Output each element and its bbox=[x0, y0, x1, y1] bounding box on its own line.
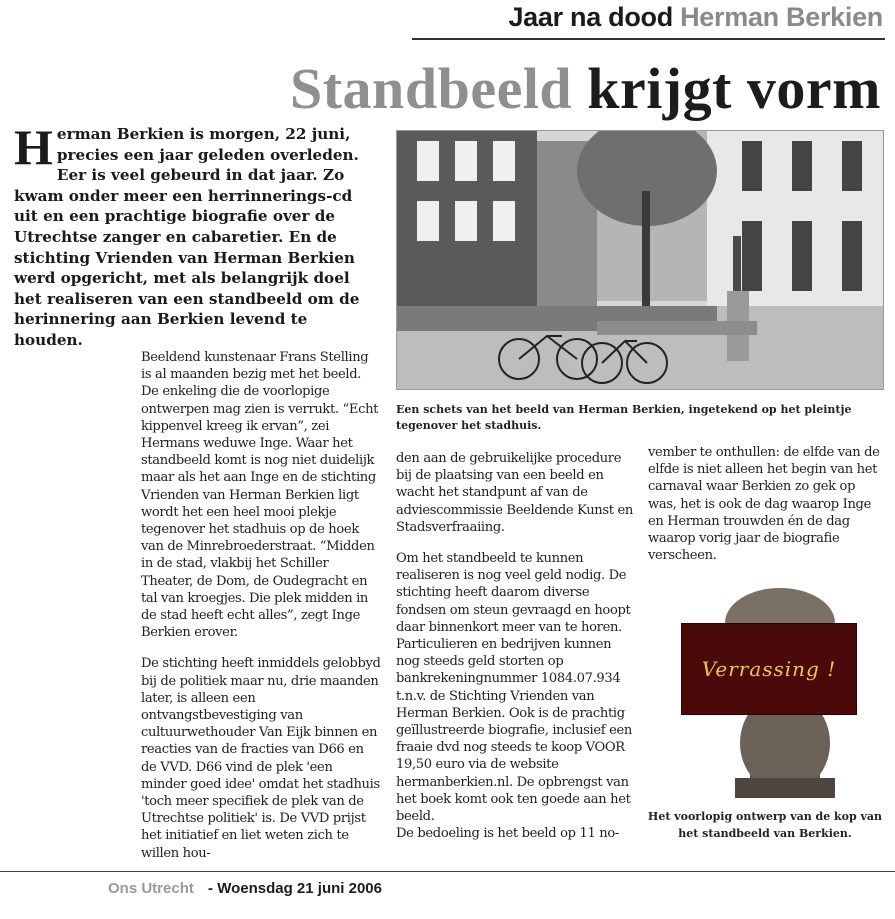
paragraph: De stichting heeft inmiddels gelobbyd bij de politiek maar nu, drie maanden later, is alleen een ontvangstbevestiging van cultuurwethouder Van Eijk binnen en reacties van de fracties van D66 en de VVD. D66 vind de plek 'een minder goed idee' omdat het stadhuis 'toch meer specifiek de plek van de Utrechtse politiek' is. De VVD prijst het initiatief en liet weten zich te willen hou- bbox=[141, 656, 381, 861]
headline-part1: Standbeeld bbox=[289, 56, 573, 121]
street-photo bbox=[396, 130, 884, 390]
headline bbox=[290, 55, 881, 122]
body-column-3 bbox=[648, 444, 884, 578]
paragraph: De bedoeling is het beeld op 11 no- bbox=[396, 826, 619, 842]
kicker-name: Herman Berkien bbox=[680, 2, 883, 32]
top-rule bbox=[412, 38, 885, 40]
kicker-lead: Jaar na dood bbox=[508, 2, 673, 32]
kicker bbox=[508, 2, 883, 33]
surprise-label: Verrassing ! bbox=[701, 657, 837, 681]
street-photo-image bbox=[397, 131, 883, 389]
dropcap: H bbox=[14, 119, 53, 175]
photo-caption: Een schets van het beeld van Herman Berkien, ingetekend op het pleintje tegenover het stadhuis. bbox=[396, 403, 852, 432]
body-column-1 bbox=[141, 349, 381, 876]
headline-part2: krijgt vorm bbox=[587, 56, 881, 121]
footer-rule bbox=[0, 871, 895, 872]
surprise-overlay bbox=[681, 623, 857, 715]
paragraph: Om het standbeeld te kunnen realiseren is nog veel geld nodig. De stichting heeft daarom diverse fondsen om steun gevraagd en hoopt daar binnenkort meer van te horen. Particulieren en bedrijven kunnen nog steeds geld storten op bankrekeningnummer 1084.07.934 t.n.v. de Stichting Vrienden van Herman Berkien. Ook is de prachtig geïllustreerde biografie, inclusief een fraaie dvd nog steeds te koop VOOR 19,50 euro via de website hermanberkien.nl. De opbrengst van het boek komt ook ten goede aan het beeld. bbox=[396, 551, 632, 825]
footer bbox=[108, 880, 382, 897]
paragraph: den aan de gebruikelijke procedure bij de plaatsing van een beeld en wacht het standpunt af van de adviescommissie Beeldende Kunst en Stadsverfraaiing. bbox=[396, 451, 633, 535]
body-column-2 bbox=[396, 450, 636, 856]
bust-caption: Het voorlopig ontwerp van de kop van het standbeeld van Berkien. bbox=[647, 810, 883, 840]
intro-paragraph bbox=[14, 119, 380, 351]
publication-name: Ons Utrecht bbox=[108, 880, 194, 897]
publication-date: - Woensdag 21 juni 2006 bbox=[208, 880, 382, 897]
paragraph: vember te onthullen: de elfde van de elfde is niet alleen het begin van het carnaval waar Berkien zo gek op was, het is ook de dag waarop Inge en Herman trouwden én de dag waarop vorig jaar de biografie verscheen. bbox=[648, 445, 880, 564]
intro-text: erman Berkien is morgen, 22 juni, precies een jaar geleden overleden. Eer is veel gebeurd in dat jaar. Zo kwam onder meer een herrinnerings-cd uit en een prachtige biografie over de Utrechtse zanger en cabaretier. En de stichting Vrienden van Herman Berkien werd opgericht, met als belangrijk doel het realiseren van een standbeeld om de herinnering aan Berkien levend te houden. bbox=[14, 125, 360, 349]
paragraph: Beeldend kunstenaar Frans Stelling is al maanden bezig met het beeld. De enkeling die de voorlopige ontwerpen mag zien is verrukt. “Echt kippenvel kreeg ik ervan”, zei Hermans weduwe Inge. Waar het standbeeld komt is nog niet duidelijk maar als het aan Inge en de stichting Vrienden van Herman Berkien ligt wordt het een heel mooi plekje tegenover het stadhuis op de hoek van de Minrebroederstraat. “Midden in de stad, vlakbij het Schiller Theater, de Dom, de Oudegracht en tal van kroegjes. Die plek midden in de stad heeft echt alles”, zegt Inge Berkien erover. bbox=[141, 350, 379, 641]
